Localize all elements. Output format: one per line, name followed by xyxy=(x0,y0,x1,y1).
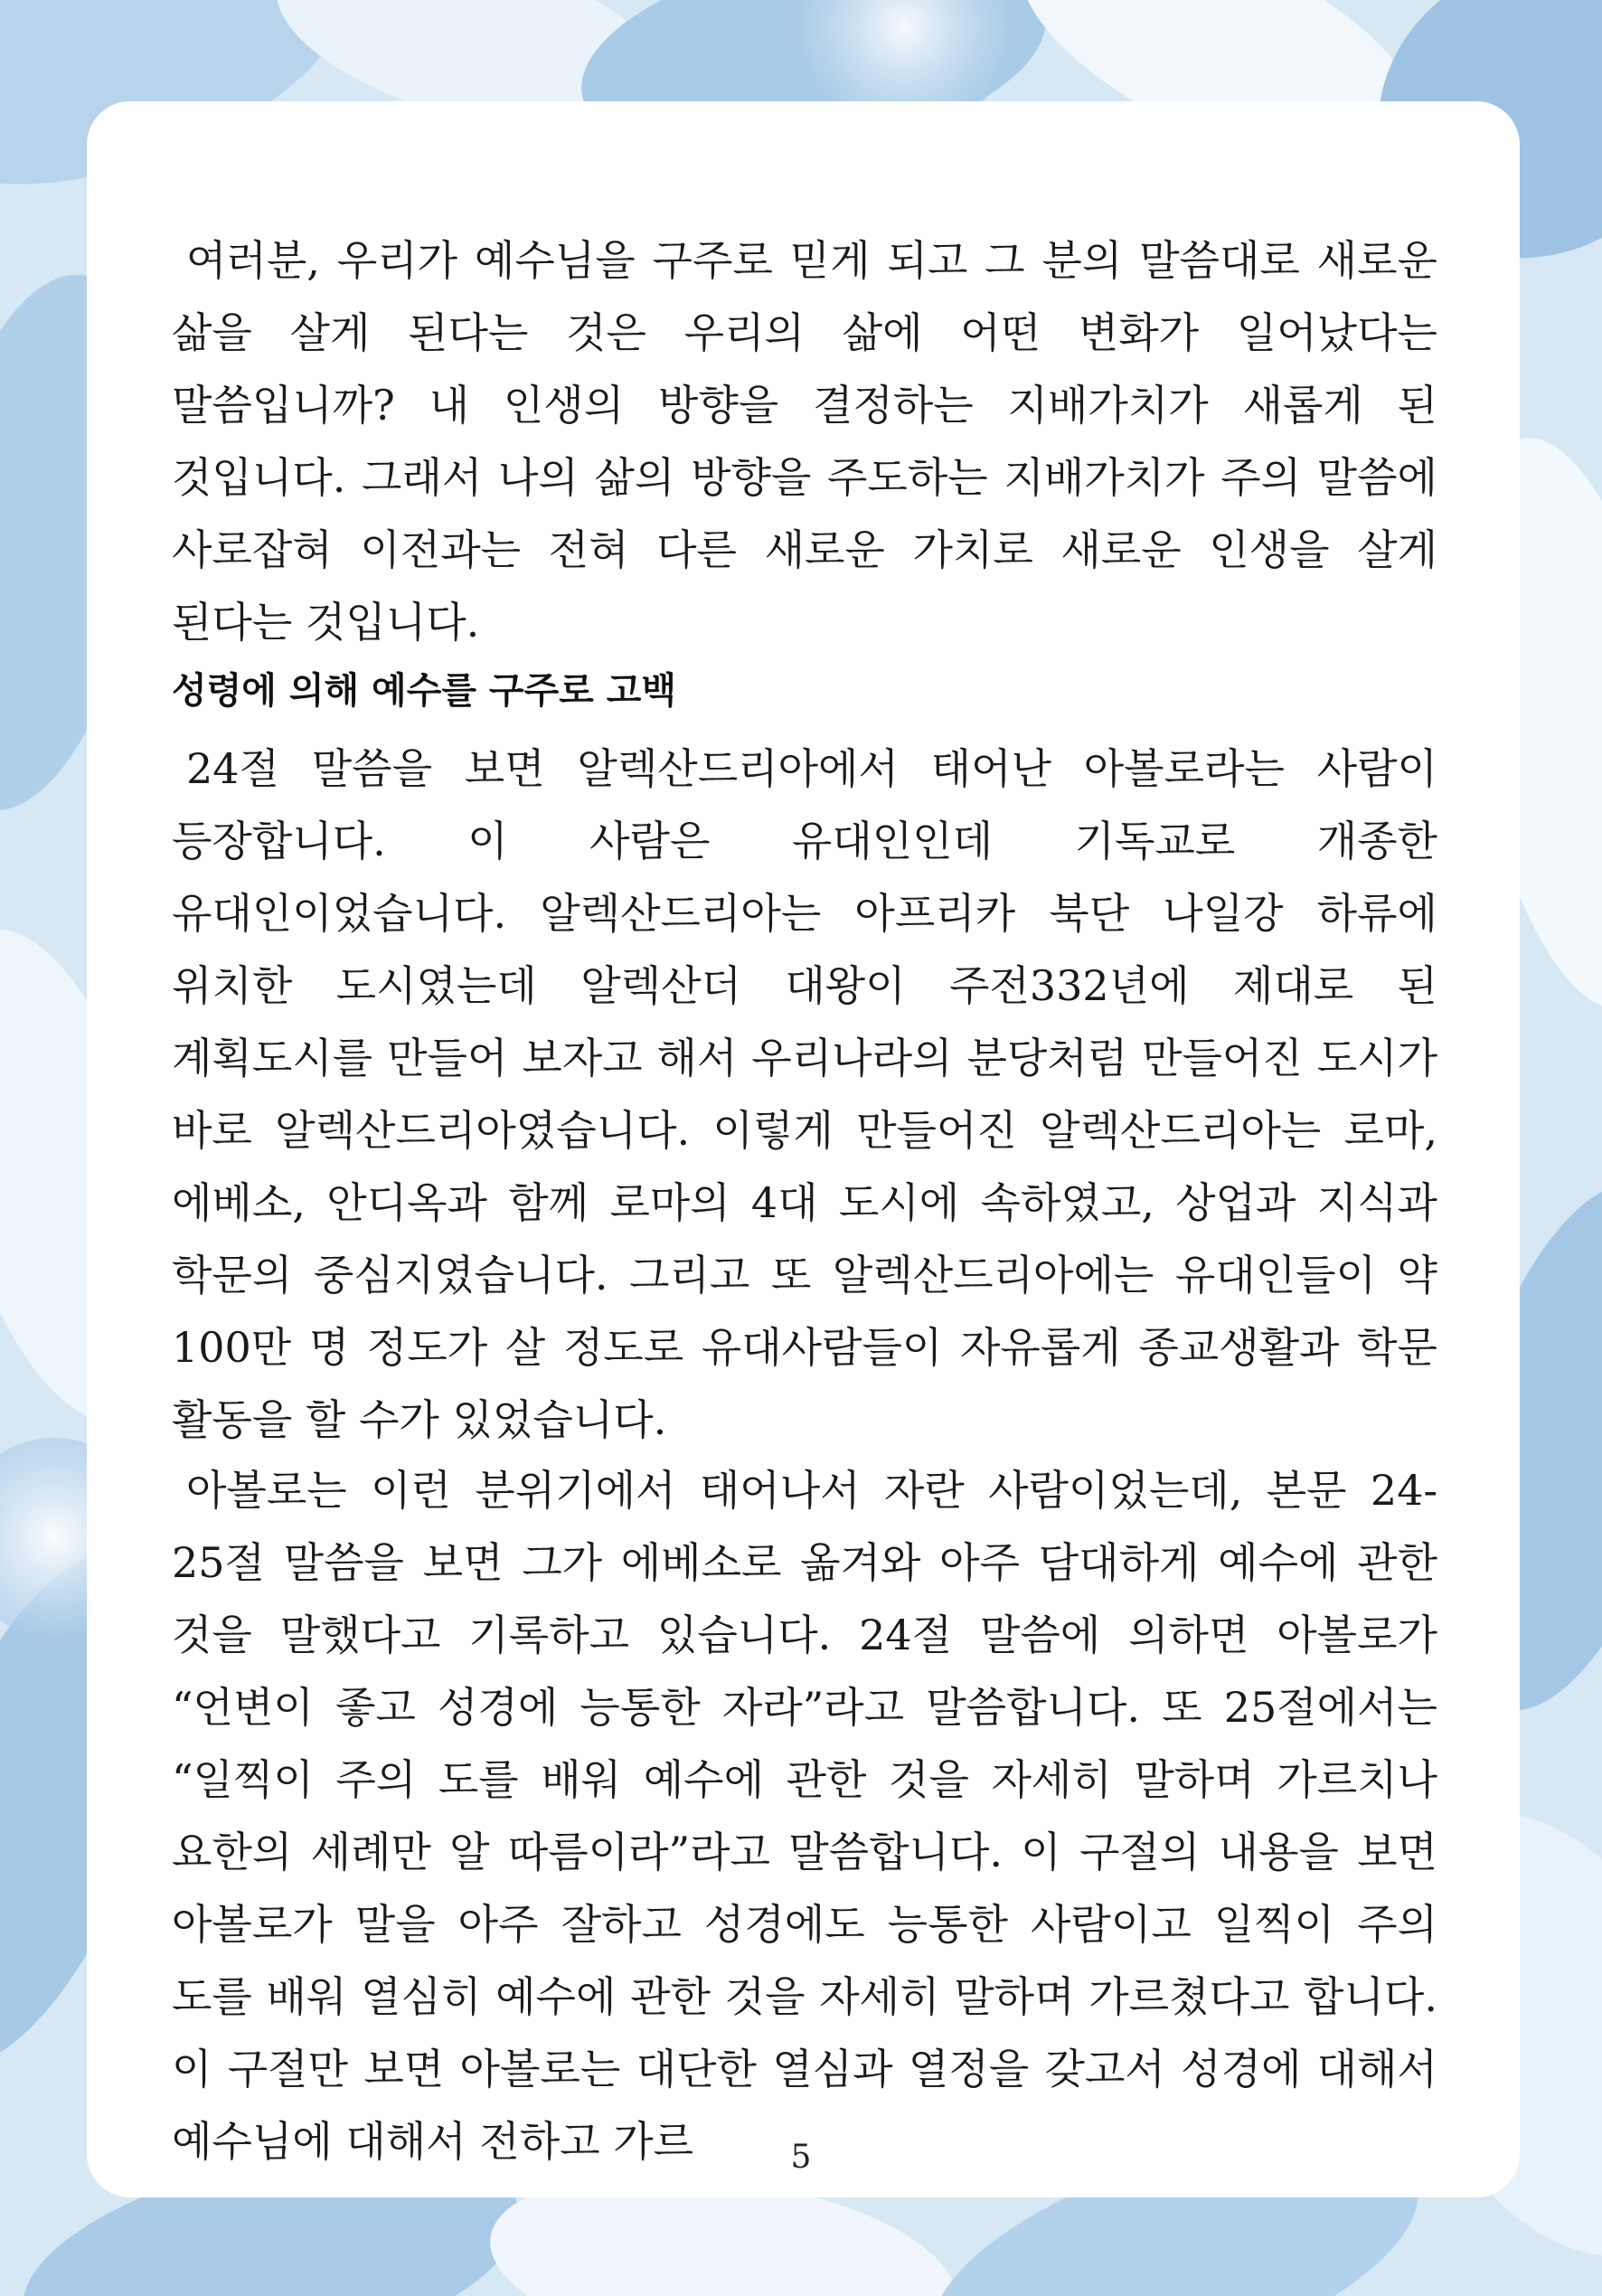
paragraph-apollos: 아볼로는 이런 분위기에서 태어나서 자란 사람이었는데, 본문 24-25절 말씀을 보면 그가 에베소로 옮겨와 아주 담대하게 예수에 관한 것을 말했다고 기록하고 있습니다. 24절 말씀에 의하면 아볼로가 “언변이 좋고 성경에 능통한 자라”라고 말씀합니다. 또 25절에서는 “일찍이 주의 도를 배워 예수에 관한 것을 자세히 말하며 가르치나 요한의 세례만 알 따름이라”라고 말씀합니다. 이 구절의 내용을 보면 아볼로가 말을 아주 잘하고 성경에도 능통한 사람이고 일찍이 주의 도를 배워 열심히 예수에 관한 것을 자세히 말하며 가르쳤다고 합니다. 이 구절만 보면 아볼로는 대단한 열심과 열정을 갖고서 성경에 대해서 예수님에 대해서 전하고 가르 xyxy=(172,1466,1437,2166)
page-number: 5 xyxy=(790,2139,812,2176)
paragraph-intro: 여러분, 우리가 예수님을 구주로 믿게 되고 그 분의 말씀대로 새로운 삶을 살게 된다는 것은 우리의 삶에 어떤 변화가 일어났다는 말씀입니까? 내 인생의 방향을 결정하는 지배가치가 새롭게 된 것입니다. 그래서 나의 삶의 방향을 주도하는 지배가치가 주의 말씀에 사로잡혀 이전과는 전혀 다른 새로운 가치로 새로운 인생을 살게 된다는 것입니다. xyxy=(172,236,1437,647)
paragraph-alexandria: 24절 말씀을 보면 알렉산드리아에서 태어난 아볼로라는 사람이 등장합니다. 이 사람은 유대인인데 기독교로 개종한 유대인이었습니다. 알렉산드리아는 아프리카 북단 나일강 하류에 위치한 도시였는데 알렉산더 대왕이 주전332년에 제대로 된 계획도시를 만들어 보자고 해서 우리나라의 분당처럼 만들어진 도시가 바로 알렉산드리아였습니다. 이렇게 만들어진 알렉산드리아는 로마, 에베소, 안디옥과 함께 로마의 4대 도시에 속하였고, 상업과 지식과 학문의 중심지였습니다. 그리고 또 알렉산드리아에는 유대인들이 약 100만 명 정도가 살 정도로 유대사람들이 자유롭게 종교생활과 학문 활동을 할 수가 있었습니다. xyxy=(172,744,1437,1444)
section-heading: 성령에 의해 예수를 구주로 고백 xyxy=(172,670,677,712)
